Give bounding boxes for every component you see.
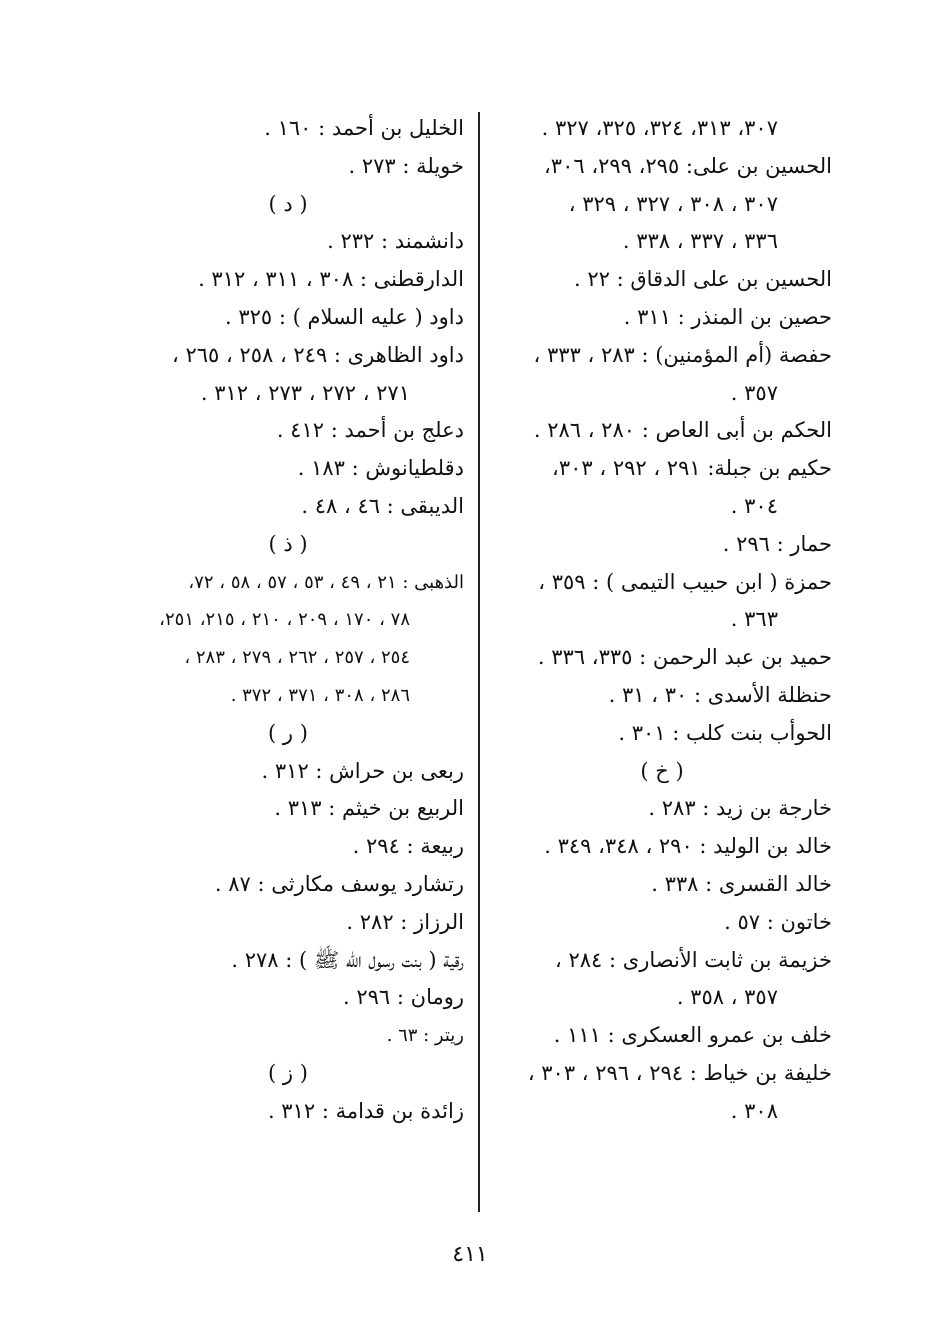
index-entry: رتشارد يوسف مكارثى : ٨٧ . <box>214 871 464 896</box>
index-entry: خليفة بن خياط : ٢٩٤ ، ٢٩٦ ، ٣٠٣ ، <box>527 1060 832 1085</box>
index-entry: حمار : ٢٩٦ . <box>722 531 832 556</box>
index-entry: الديبقى : ٤٦ ، ٤٨ . <box>301 493 464 518</box>
index-entry: ٣٠٧، ٣١٣، ٣٢٤، ٣٢٥، ٣٢٧ . <box>541 116 778 140</box>
index-entry: ربعى بن حراش : ٣١٢ . <box>261 758 464 783</box>
index-entry: رقية ( بنت رسول الله ﷺ ) : ٢٧٨ . <box>231 947 464 972</box>
index-entry: ٣٠٧ ، ٣٠٨ ، ٣٢٧ ، ٣٢٩ ، <box>568 191 778 216</box>
index-entry: دقلطيانوش : ١٨٣ . <box>297 456 464 481</box>
index-column-left <box>112 110 464 1131</box>
index-entry: زائدة بن قدامة : ٣١٢ . <box>267 1098 464 1123</box>
index-entry: ٢٥٤ ، ٢٥٧ ، ٢٦٢ ، ٢٧٩ ، ٢٨٣ ، <box>184 647 410 669</box>
index-entry: حنظلة الأسدى : ٣٠ ، ٣١ . <box>608 682 832 707</box>
index-entry: حكيم بن جبلة: ٢٩١ ، ٢٩٢ ، ٣٠٣، <box>552 456 832 481</box>
letter-heading: ( خ ) <box>640 758 684 783</box>
index-entry: داود الظاهرى : ٢٤٩ ، ٢٥٨ ، ٢٦٥ ، <box>171 342 464 367</box>
letter-heading: ( ز ) <box>268 1060 308 1085</box>
index-entry: ٧٨ ، ١٧٠ ، ٢٠٩ ، ٢١٠ ، ٢١٥، ٢٥١، <box>159 609 410 631</box>
index-entry: الحسين بن على الدقاق : ٢٢ . <box>573 267 832 292</box>
index-entry: الحوأب بنت كلب : ٣٠١ . <box>618 720 832 745</box>
index-entry: ريتر : ٦٣ . <box>386 1025 464 1047</box>
index-entry: خاتون : ٥٧ . <box>724 909 832 934</box>
index-entry: ٣٦٣ . <box>730 607 778 632</box>
index-entry: خزيمة بن ثابت الأنصارى : ٢٨٤ ، <box>555 947 832 972</box>
index-entry: ٣٣٦ ، ٣٣٧ ، ٣٣٨ . <box>622 229 778 254</box>
index-entry: ربيعة : ٢٩٤ . <box>352 834 464 859</box>
index-column-right <box>492 110 832 1131</box>
index-entry: خارجة بن زيد : ٢٨٣ . <box>648 796 832 821</box>
index-entry: ٣٠٨ . <box>730 1098 778 1123</box>
index-entry: حفصة (أم المؤمنين) : ٢٨٣ ، ٣٣٣ ، <box>533 342 832 367</box>
index-entry: الحكم بن أبى العاص : ٢٨٠ ، ٢٨٦ . <box>533 418 832 443</box>
index-entry: خلف بن عمرو العسكرى : ١١١ . <box>553 1023 832 1048</box>
index-entry: الحسين بن على: ٢٩٥، ٢٩٩، ٣٠٦، <box>544 153 832 178</box>
index-entry: الخليل بن أحمد : ١٦٠ . <box>264 116 464 140</box>
column-divider <box>478 112 480 1212</box>
index-entry: حمزة ( ابن حبيب التيمى ) : ٣٥٩ ، <box>538 569 832 594</box>
index-entry: رومان : ٢٩٦ . <box>343 985 464 1010</box>
index-entry: الدارقطنى : ٣٠٨ ، ٣١١ ، ٣١٢ . <box>198 267 464 292</box>
index-entry: حميد بن عبد الرحمن : ٣٣٥، ٣٣٦ . <box>537 645 832 670</box>
index-entry: الذهبى : ٢١ ، ٤٩ ، ٥٣ ، ٥٧ ، ٥٨ ، ٧٢، <box>188 571 464 593</box>
index-entry: الربيع بن خيثم : ٣١٣ . <box>274 796 464 821</box>
index-entry: ٢٨٦ ، ٣٠٨ ، ٣٧١ ، ٣٧٢ . <box>230 684 410 706</box>
index-entry: دانشمند : ٢٣٢ . <box>327 229 464 254</box>
index-entry: خالد القسرى : ٣٣٨ . <box>651 871 832 896</box>
index-entry: ٣٥٧ ، ٣٥٨ . <box>676 985 778 1010</box>
letter-heading: ( ذ ) <box>268 531 308 556</box>
index-entry: ٣٥٧ . <box>730 380 778 405</box>
index-entry: داود ( عليه السلام ) : ٣٢٥ . <box>225 304 464 329</box>
index-entry: ٢٧١ ، ٢٧٢ ، ٢٧٣ ، ٣١٢ . <box>200 380 410 405</box>
index-entry: ٣٠٤ . <box>730 493 778 518</box>
page-number: ٤١١ <box>452 1242 488 1267</box>
index-entry: الرزاز : ٢٨٢ . <box>346 909 464 934</box>
letter-heading: ( ر ) <box>268 720 308 745</box>
index-entry: دعلج بن أحمد : ٤١٢ . <box>276 418 464 443</box>
index-entry: حصين بن المنذر : ٣١١ . <box>623 304 832 329</box>
index-entry: خويلة : ٢٧٣ . <box>348 153 464 178</box>
index-entry: خالد بن الوليد : ٢٩٠ ، ٣٤٨، ٣٤٩ . <box>544 834 832 859</box>
letter-heading: ( د ) <box>268 191 308 216</box>
